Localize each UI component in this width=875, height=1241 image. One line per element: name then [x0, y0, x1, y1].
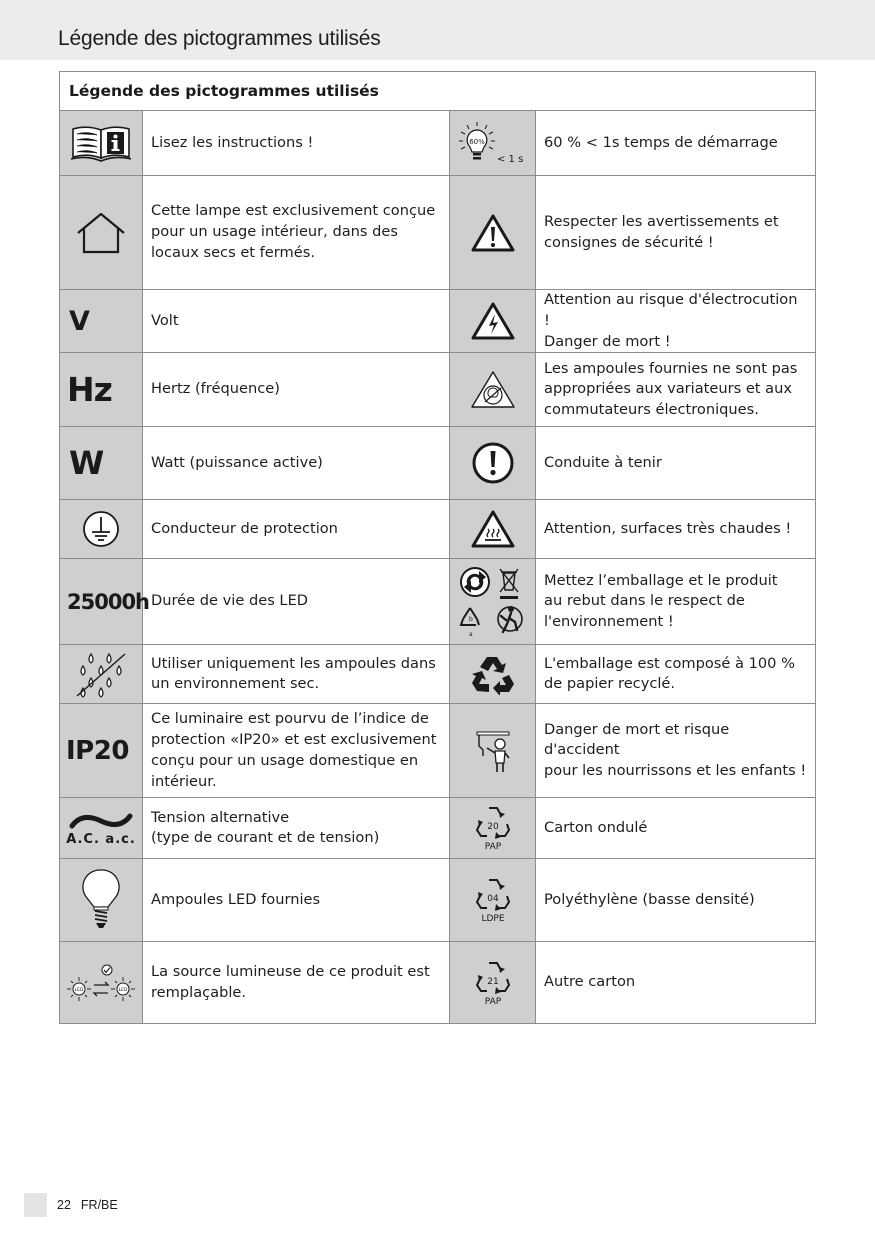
text-line: un environnement sec.: [151, 675, 320, 693]
text-line: Tension alternative: [151, 808, 290, 826]
recycle-material: LDPE: [480, 914, 505, 925]
led-lifetime-icon: [60, 559, 150, 645]
locale-label: FR/BE: [80, 1198, 118, 1212]
ip20-icon: [60, 704, 143, 798]
bulb-time-label: < 1 s: [496, 154, 523, 165]
text-line: Danger de mort et risque d'accident: [544, 720, 730, 759]
text-line: intérieur.: [151, 772, 217, 790]
table-row: [60, 427, 816, 500]
text-line: Les ampoules fournies ne sont pas: [544, 359, 798, 377]
legend-text: [143, 645, 450, 704]
exclamation-circle-icon: [450, 427, 536, 500]
child-danger-icon: [450, 704, 536, 798]
table-row: [60, 645, 816, 704]
table-row: [60, 704, 816, 798]
green-dot-icon: [461, 568, 489, 596]
text-line: consignes de sécurité !: [544, 233, 714, 251]
alternating-current-icon: [60, 798, 143, 859]
page-marker: [24, 1193, 47, 1217]
text-line: Utiliser uniquement les ampoules dans: [151, 654, 436, 672]
volt-icon: [60, 290, 143, 353]
warning-triangle-icon: [450, 176, 536, 290]
legend-text: [536, 704, 816, 798]
led-label-right: LED: [118, 987, 128, 993]
text-line: L'emballage est composé à 100 %: [544, 654, 795, 672]
text-line: conçu pour un usage domestique en: [151, 751, 419, 769]
legend-text: [143, 353, 450, 427]
text-line: Carton ondulé: [544, 818, 648, 836]
text-line: Hertz (fréquence): [151, 380, 280, 398]
text-line: Respecter les avertissements et: [544, 212, 779, 230]
text-line: (type de courant et de tension): [151, 829, 380, 847]
legend-text: [143, 427, 450, 500]
recycle-code-number: 04: [486, 894, 499, 905]
table-row: [60, 559, 816, 645]
legend-text: [143, 176, 450, 290]
table-row: [60, 290, 816, 353]
text-line: Ce luminaire est pourvu de l’indice de: [151, 710, 429, 728]
text-line: protection «IP20» et est exclusivement: [151, 731, 437, 749]
table-row: [60, 353, 816, 427]
table-row: [60, 859, 816, 942]
ac-label: A.C. a.c.: [66, 831, 136, 847]
crossed-bin-icon: [500, 569, 518, 599]
page-title: Légende des pictogrammes utilisés: [58, 27, 381, 50]
triman-icon: [461, 608, 479, 638]
text-line: Durée de vie des LED: [151, 592, 309, 610]
page-number: 22: [57, 1198, 71, 1212]
text-line: Attention, surfaces très chaudes !: [544, 519, 792, 537]
volt-symbol: V: [69, 305, 90, 337]
legend-text: [143, 111, 450, 176]
text-line: pour un usage intérieur, dans des: [151, 223, 399, 241]
protective-earth-icon: [60, 500, 143, 559]
watt-icon: [60, 427, 143, 500]
legend-text: [536, 290, 816, 353]
table-caption: Légende des pictogrammes utilisés: [60, 72, 816, 111]
recycle-code-icon: [450, 798, 536, 859]
text-line: au rebut dans le respect de: [544, 592, 745, 610]
pictogram-legend-table: [59, 71, 816, 1024]
text-line: Conducteur de protection: [151, 519, 338, 537]
electric-shock-icon: [450, 290, 536, 353]
triman-b-label: b: [468, 615, 473, 623]
bulb-percent-label: 60%: [468, 138, 485, 146]
text-line: Danger de mort !: [544, 332, 671, 350]
legend-text: [536, 500, 816, 559]
legend-text: [536, 559, 816, 645]
text-line: locaux secs et fermés.: [151, 243, 315, 261]
text-line: Lisez les instructions !: [151, 133, 314, 151]
legend-text: [536, 176, 816, 290]
text-line: commutateurs électroniques.: [544, 401, 759, 419]
page-header: [0, 0, 875, 60]
hertz-symbol: Hz: [67, 370, 112, 410]
legend-text: [143, 500, 450, 559]
recycle-code-icon: [450, 859, 536, 942]
text-line: Polyéthylène (basse densité): [544, 890, 755, 908]
led-label-left: LED: [74, 987, 84, 993]
page-footer: [57, 1198, 118, 1212]
table-row: [60, 942, 816, 1024]
hot-surface-icon: [450, 500, 536, 559]
text-line: Autre carton: [544, 973, 636, 991]
legend-text: [536, 111, 816, 176]
table-row: [60, 111, 816, 176]
legend-text: [536, 798, 816, 859]
house-icon: [60, 176, 143, 290]
legend-text: [143, 559, 450, 645]
text-line: remplaçable.: [151, 983, 247, 1001]
text-line: appropriées aux variateurs et aux: [544, 380, 793, 398]
triman-a-label: a: [468, 630, 473, 638]
legend-text: [143, 290, 450, 353]
recycle-code-number: 21: [486, 976, 499, 987]
dry-environment-icon: [60, 645, 143, 704]
legend-text: [143, 798, 450, 859]
recycle-code-number: 20: [486, 822, 499, 833]
text-line: 60 % < 1s temps de démarrage: [544, 133, 778, 151]
recycle-code-icon: [450, 942, 536, 1024]
text-line: pour les nourrissons et les enfants !: [544, 762, 807, 780]
legend-text: [536, 427, 816, 500]
text-line: l'environnement !: [544, 613, 674, 631]
read-instructions-icon: [60, 111, 143, 176]
legend-text: [536, 942, 816, 1024]
legend-text: [536, 353, 816, 427]
text-line: Watt (puissance active): [151, 453, 323, 471]
recycle-material: PAP: [484, 996, 501, 1007]
watt-symbol: W: [69, 444, 105, 483]
text-line: de papier recyclé.: [544, 675, 676, 693]
disposal-icons: [450, 559, 536, 645]
table-row: [60, 176, 816, 290]
bulb-60-icon: [450, 111, 536, 176]
ip20-symbol: IP20: [66, 735, 129, 766]
hertz-icon: [60, 353, 143, 427]
no-dimmer-icon: [450, 353, 536, 427]
legend-text: [143, 942, 450, 1024]
led-bulb-icon: [60, 859, 143, 942]
text-line: Conduite à tenir: [544, 453, 662, 471]
text-line: Attention au risque d'électrocution !: [544, 291, 798, 329]
legend-text: [536, 859, 816, 942]
recycle-icon: [450, 645, 536, 704]
table-row: [60, 798, 816, 859]
legend-text: [536, 645, 816, 704]
text-line: Cette lampe est exclusivement conçue: [151, 202, 436, 220]
legend-text: [143, 859, 450, 942]
text-line: Ampoules LED fournies: [151, 890, 321, 908]
tidyman-icon: [498, 606, 522, 632]
text-line: Mettez l’emballage et le produit: [544, 571, 778, 589]
lifetime-symbol: 25000h: [67, 589, 150, 614]
text-line: Volt: [151, 311, 179, 329]
legend-text: [143, 704, 450, 798]
replaceable-led-icon: [60, 942, 143, 1024]
recycle-material: PAP: [484, 842, 501, 853]
table-row: [60, 500, 816, 559]
text-line: La source lumineuse de ce produit est: [151, 963, 430, 981]
